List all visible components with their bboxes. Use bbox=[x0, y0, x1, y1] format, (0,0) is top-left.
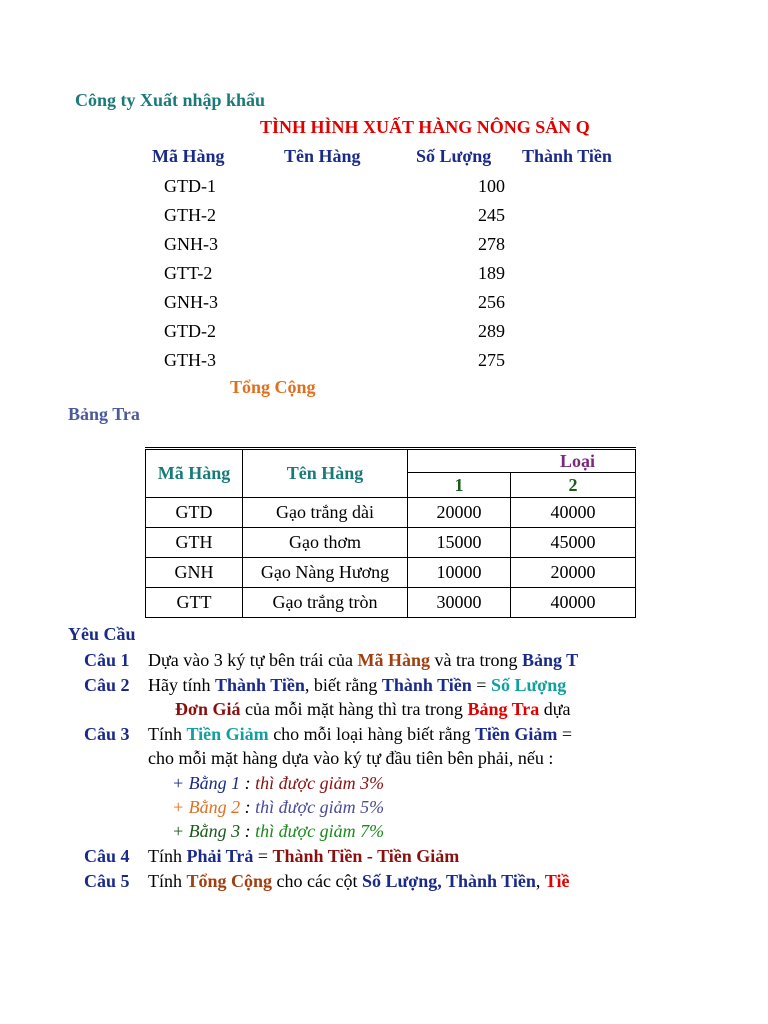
lookup-header-1: 1 bbox=[408, 473, 511, 498]
question-3-text: Tính Tiền Giảm cho mỗi loại hàng biết rằng Tiền Giảm = bbox=[148, 724, 572, 744]
header-name: Tên Hàng bbox=[284, 146, 361, 166]
lookup-name: Gạo trắng tròn bbox=[243, 588, 408, 618]
lookup-code: GTT bbox=[146, 588, 243, 618]
header-qty: Số Lượng bbox=[416, 146, 492, 166]
report-title: TÌNH HÌNH XUẤT HÀNG NÔNG SẢN Q bbox=[260, 117, 590, 137]
lookup-name: Gạo Nàng Hương bbox=[243, 558, 408, 588]
question-2-continued: Đơn Giá của mỗi mặt hàng thì tra trong Bảng Tra dựa bbox=[175, 699, 571, 719]
lookup-price-2: 20000 bbox=[511, 558, 636, 588]
row-qty: 275 bbox=[478, 350, 505, 370]
question-5-text: Tính Tổng Cộng cho các cột Số Lượng, Thành Tiền, Tiề bbox=[148, 871, 570, 891]
row-code: GNH-3 bbox=[164, 292, 218, 312]
row-code: GTD-2 bbox=[164, 321, 216, 341]
question-5-label: Câu 5 bbox=[84, 871, 130, 891]
lookup-header-loai: Loại bbox=[408, 449, 636, 473]
lookup-code: GTD bbox=[146, 498, 243, 528]
row-qty: 278 bbox=[478, 234, 505, 254]
lookup-name: Gạo trắng dài bbox=[243, 498, 408, 528]
lookup-price-2: 40000 bbox=[511, 498, 636, 528]
row-qty: 245 bbox=[478, 205, 505, 225]
question-4-text: Tính Phải Trả = Thành Tiền - Tiền Giảm bbox=[148, 846, 460, 866]
row-code: GTH-2 bbox=[164, 205, 216, 225]
table-row bbox=[146, 528, 636, 558]
lookup-code: GNH bbox=[146, 558, 243, 588]
lookup-price-2: 40000 bbox=[511, 588, 636, 618]
question-2-label: Câu 2 bbox=[84, 675, 130, 695]
lookup-price-1: 15000 bbox=[408, 528, 511, 558]
row-qty: 189 bbox=[478, 263, 505, 283]
lookup-name: Gạo thơm bbox=[243, 528, 408, 558]
row-code: GTT-2 bbox=[164, 263, 213, 283]
lookup-label: Bảng Tra bbox=[68, 404, 140, 424]
question-3-continued: cho mỗi mặt hàng dựa vào ký tự đầu tiên bên phải, nếu : bbox=[148, 748, 554, 768]
header-code: Mã Hàng bbox=[152, 146, 225, 166]
lookup-price-1: 10000 bbox=[408, 558, 511, 588]
lookup-header-2: 2 bbox=[511, 473, 636, 498]
question-1-label: Câu 1 bbox=[84, 650, 130, 670]
row-code: GTH-3 bbox=[164, 350, 216, 370]
total-label: Tổng Cộng bbox=[230, 377, 316, 397]
requirements-heading: Yêu Cầu bbox=[68, 624, 136, 644]
table-row bbox=[146, 588, 636, 618]
company-name: Công ty Xuất nhập khẩu bbox=[75, 90, 266, 110]
lookup-table bbox=[145, 447, 636, 618]
lookup-header-name: Tên Hàng bbox=[243, 449, 408, 498]
discount-rule-2: + Bằng 2 : thì được giảm 5% bbox=[172, 797, 385, 817]
row-code: GNH-3 bbox=[164, 234, 218, 254]
table-row bbox=[146, 498, 636, 528]
row-qty: 100 bbox=[478, 176, 505, 196]
lookup-header-code: Mã Hàng bbox=[146, 449, 243, 498]
discount-rule-3: + Bằng 3 : thì được giảm 7% bbox=[172, 821, 385, 841]
lookup-price-2: 45000 bbox=[511, 528, 636, 558]
row-qty: 289 bbox=[478, 321, 505, 341]
table-row bbox=[146, 558, 636, 588]
question-4-label: Câu 4 bbox=[84, 846, 130, 866]
discount-rule-1: + Bằng 1 : thì được giảm 3% bbox=[172, 773, 385, 793]
row-code: GTD-1 bbox=[164, 176, 216, 196]
lookup-price-1: 20000 bbox=[408, 498, 511, 528]
lookup-price-1: 30000 bbox=[408, 588, 511, 618]
lookup-code: GTH bbox=[146, 528, 243, 558]
header-amount: Thành Tiền bbox=[522, 146, 612, 166]
question-3-label: Câu 3 bbox=[84, 724, 130, 744]
question-2-text: Hãy tính Thành Tiền, biết rằng Thành Tiền = Số Lượng bbox=[148, 675, 567, 695]
question-1-text: Dựa vào 3 ký tự bên trái của Mã Hàng và tra trong Bảng T bbox=[148, 650, 579, 670]
row-qty: 256 bbox=[478, 292, 505, 312]
